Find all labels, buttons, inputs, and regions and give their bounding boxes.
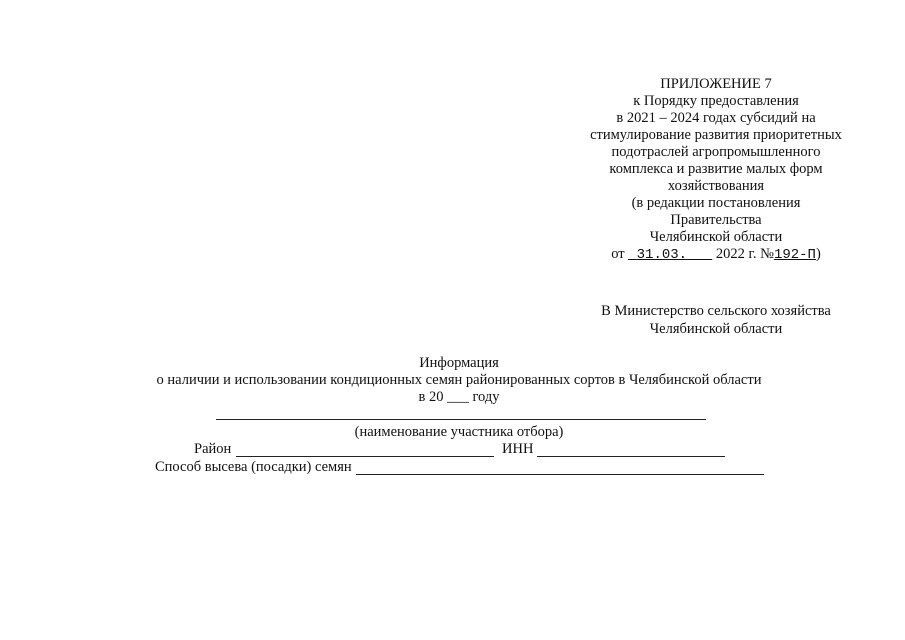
recipient-block bbox=[560, 302, 872, 338]
district-label: Район bbox=[194, 441, 232, 457]
resolution-number: 192-П bbox=[773, 247, 816, 263]
date-prefix: от bbox=[611, 246, 625, 262]
resolution-date: 31.03. bbox=[636, 247, 688, 263]
closing-paren: ) bbox=[815, 246, 821, 262]
form-title: Информация bbox=[419, 355, 499, 371]
appendix-title: ПРИЛОЖЕНИЕ 7 bbox=[660, 76, 772, 92]
appendix-line: Правительства bbox=[670, 212, 762, 228]
district-field[interactable] bbox=[236, 456, 494, 457]
participant-name-field[interactable] bbox=[216, 419, 706, 420]
recipient-line: Челябинской области bbox=[649, 321, 783, 337]
appendix-block bbox=[560, 76, 872, 264]
date-year: 2022 г. № bbox=[715, 246, 774, 262]
appendix-line: комплекса и развитие малых форм bbox=[609, 161, 823, 177]
appendix-line: хозяйствования bbox=[667, 178, 765, 194]
appendix-line: Челябинской области bbox=[649, 229, 783, 245]
inn-field[interactable] bbox=[537, 456, 725, 457]
recipient-line: В Министерство сельского хозяйства bbox=[601, 303, 831, 319]
form-year-line: в 20 ___ году bbox=[418, 389, 500, 405]
appendix-line: (в редакции постановления bbox=[631, 195, 801, 211]
sowing-method-field[interactable] bbox=[356, 474, 764, 475]
appendix-line: к Порядку предоставления bbox=[633, 93, 799, 109]
appendix-line: в 2021 – 2024 годах субсидий на bbox=[616, 110, 816, 126]
sowing-method-label: Способ высева (посадки) семян bbox=[155, 459, 352, 475]
participant-caption: (наименование участника отбора) bbox=[354, 424, 564, 440]
inn-label: ИНН bbox=[502, 441, 534, 457]
form-subtitle: о наличии и использовании кондиционных семян районированных сортов в Челябинской области bbox=[156, 372, 762, 388]
resolution-date-line bbox=[560, 246, 872, 264]
form-heading bbox=[0, 355, 905, 406]
appendix-line: стимулирование развития приоритетных bbox=[590, 127, 842, 143]
appendix-line: подотраслей агропромышленного bbox=[611, 144, 821, 160]
